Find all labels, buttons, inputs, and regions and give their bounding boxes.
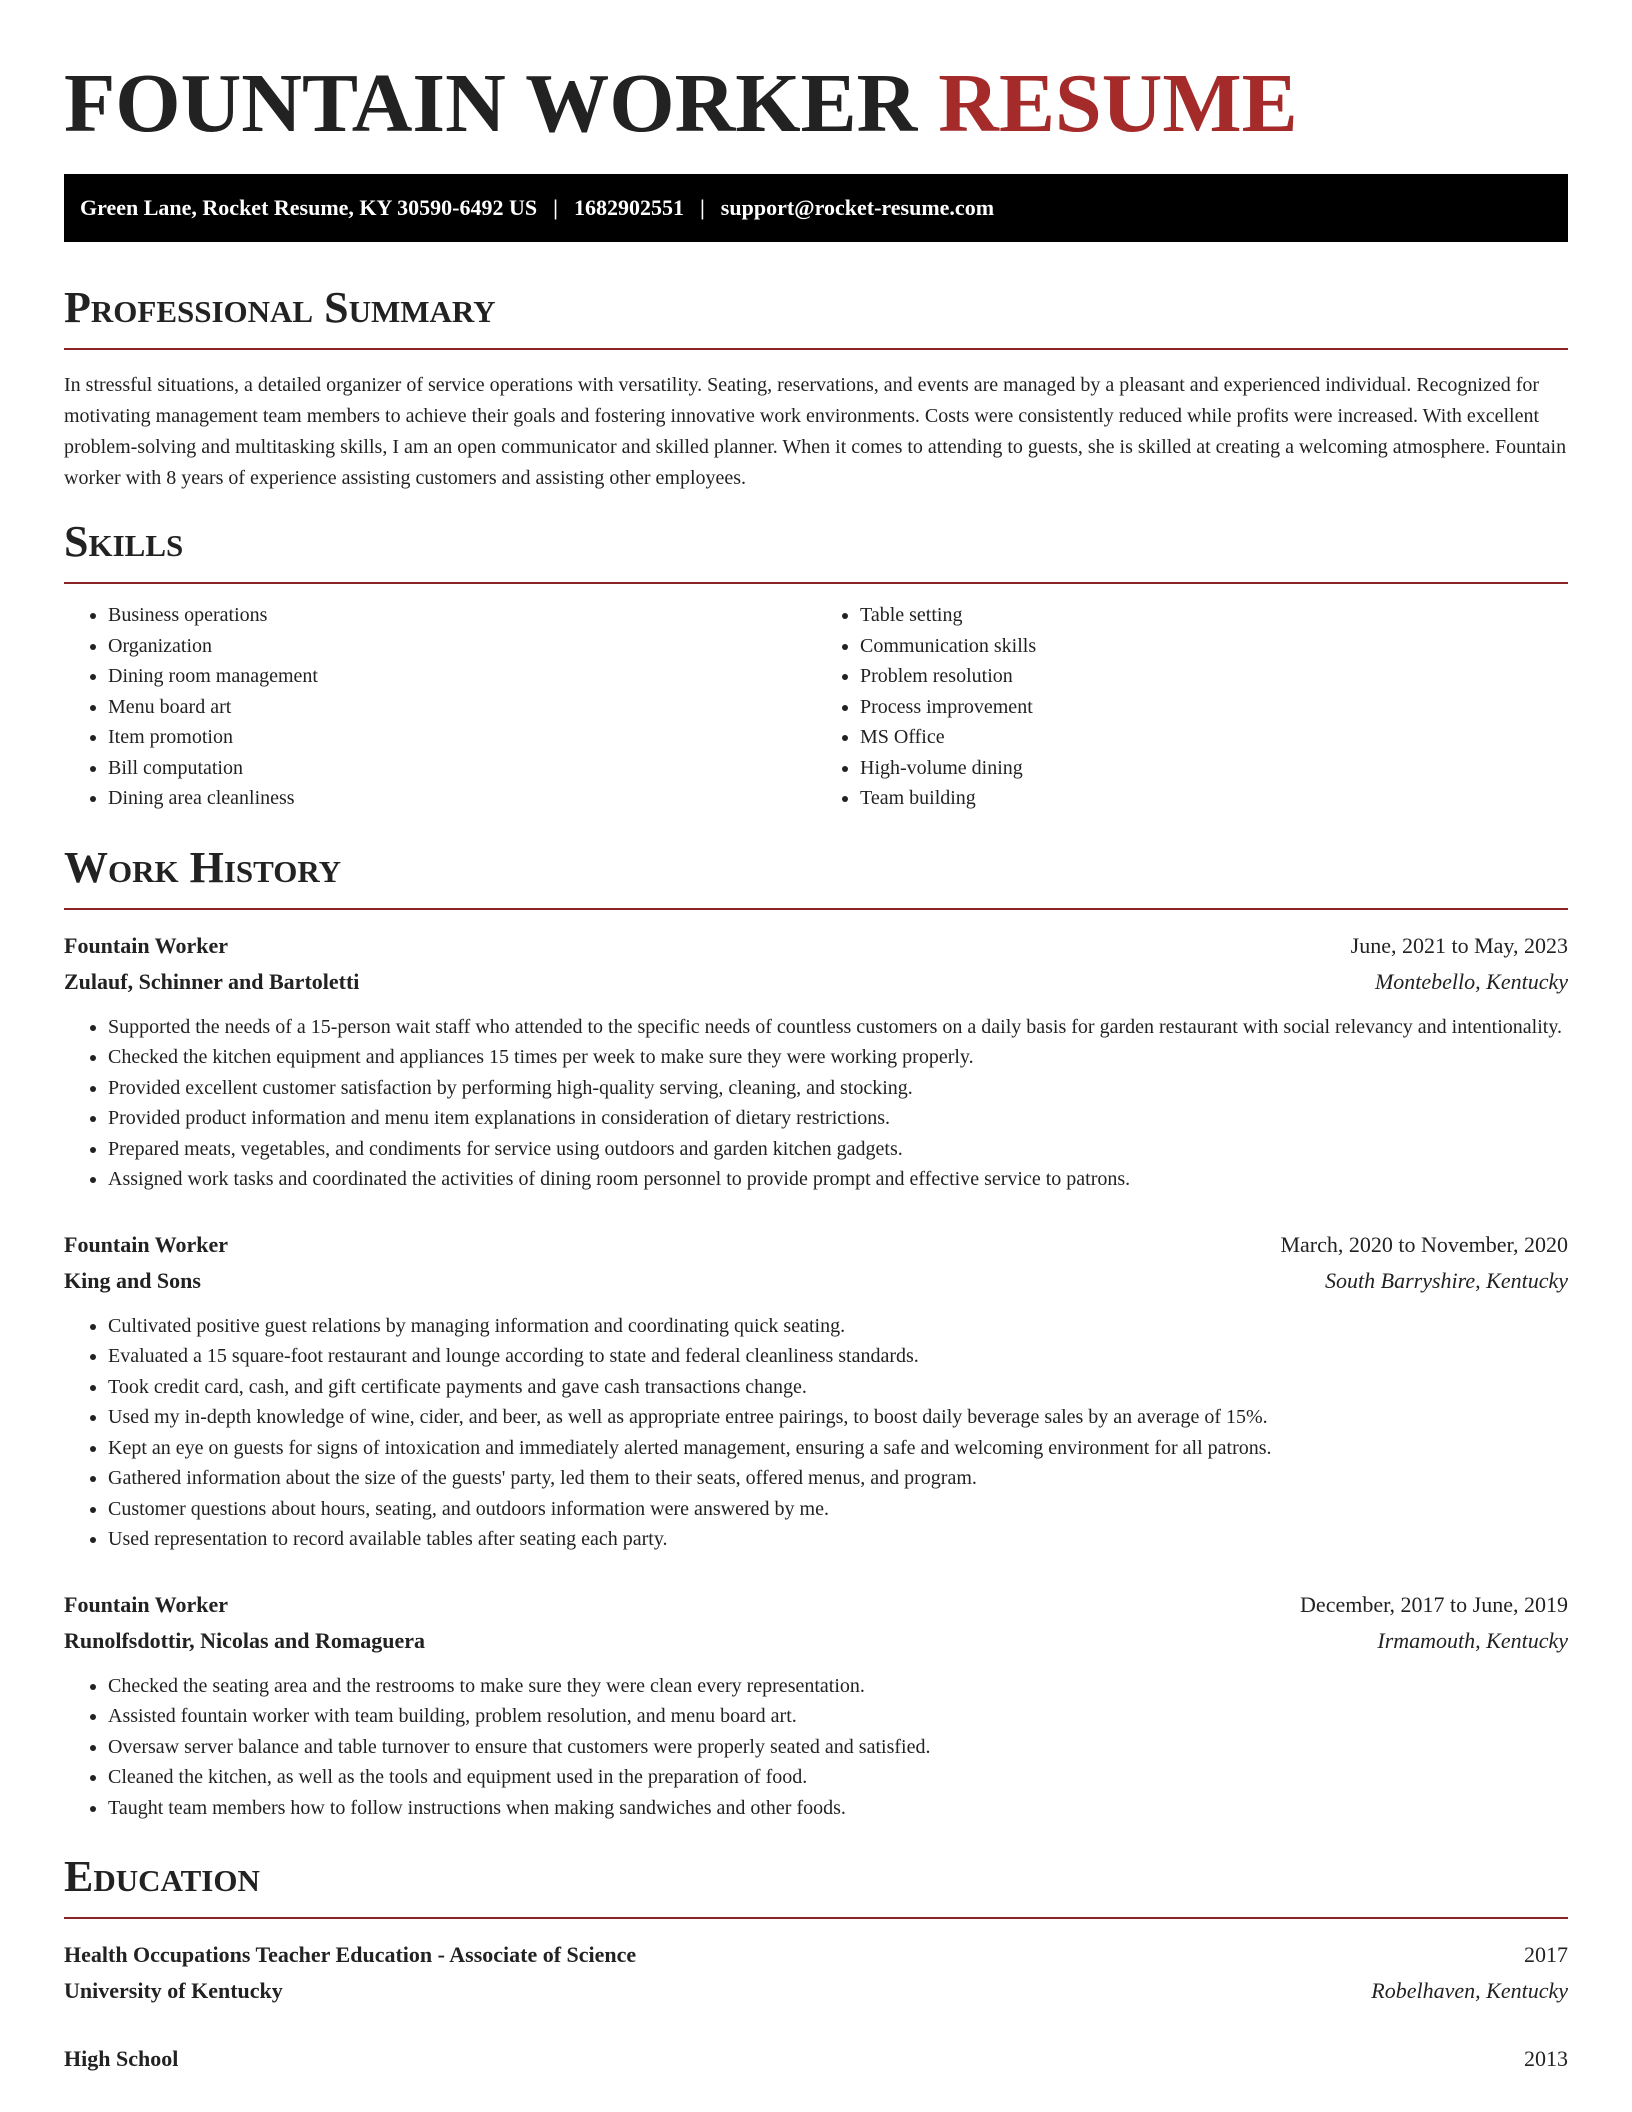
education-section <box>64 1851 1568 2077</box>
job-dates: December, 2017 to June, 2019 <box>1300 1591 1568 1617</box>
job-entry <box>64 1227 1568 1555</box>
education-location: Robelhaven, Kentucky <box>1371 1978 1568 2003</box>
job-subheader <box>64 1263 1568 1299</box>
work-history-section <box>64 842 1568 1824</box>
skills-list <box>64 600 1568 814</box>
skill-item: • High-volume dining <box>860 753 1568 784</box>
contact-address: Green Lane, Rocket Resume, KY 30590-6492 US <box>80 195 538 220</box>
summary-section <box>64 282 1568 494</box>
job-title: Fountain Worker <box>64 1231 229 1257</box>
education-entry <box>64 2041 1568 2077</box>
section-divider <box>64 348 1568 350</box>
skills-section <box>64 516 1568 814</box>
job-bullet: • Assisted fountain worker with team building, problem resolution, and menu board art. <box>108 1701 1568 1732</box>
contact-separator: | <box>699 195 705 220</box>
skill-item: • Communication skills <box>860 631 1568 662</box>
job-bullet: • Supported the needs of a 15-person wait staff who attended to the specific needs of countless customers on a daily basis for garden restaurant with social relevancy and intentionality. <box>108 1012 1568 1043</box>
job-subheader <box>64 1623 1568 1659</box>
section-heading: Education <box>64 1852 260 1901</box>
job-bullets <box>64 1671 1568 1824</box>
job-bullet: • Oversaw server balance and table turnover to ensure that customers were properly seated and satisfied. <box>108 1732 1568 1763</box>
skill-item: • Menu board art <box>108 692 816 723</box>
job-location: Montebello, Kentucky <box>1374 968 1568 994</box>
section-divider <box>64 582 1568 584</box>
job-header <box>64 928 1568 964</box>
skill-item: • Team building <box>860 783 1568 814</box>
job-bullet: • Evaluated a 15 square-foot restaurant and lounge according to state and federal cleanliness standards. <box>108 1341 1568 1372</box>
skill-item: • Table setting <box>860 600 1568 631</box>
education-subheader <box>64 1973 1568 2009</box>
job-header <box>64 1587 1568 1623</box>
contact-bar <box>64 174 1568 242</box>
education-header <box>64 1937 1568 1973</box>
job-bullet: • Prepared meats, vegetables, and condiments for service using outdoors and garden kitchen gadgets. <box>108 1134 1568 1165</box>
skills-column-right <box>816 600 1568 814</box>
job-bullet: • Took credit card, cash, and gift certificate payments and gave cash transactions change. <box>108 1372 1568 1403</box>
job-bullet: • Cultivated positive guest relations by managing information and coordinating quick seating. <box>108 1311 1568 1342</box>
job-bullet: • Checked the seating area and the restrooms to make sure they were clean every representation. <box>108 1671 1568 1702</box>
skill-item: • Bill computation <box>108 753 816 784</box>
job-bullets <box>64 1012 1568 1195</box>
skill-item: • MS Office <box>860 722 1568 753</box>
skill-item: • Business operations <box>108 600 816 631</box>
section-divider <box>64 908 1568 910</box>
contact-separator: | <box>553 195 558 220</box>
section-heading: Skills <box>64 517 184 566</box>
job-entry <box>64 928 1568 1195</box>
job-location: South Barryshire, Kentucky <box>1325 1267 1568 1293</box>
education-entry <box>64 1937 1568 2009</box>
job-bullet: • Cleaned the kitchen, as well as the tools and equipment used in the preparation of food. <box>108 1762 1568 1793</box>
job-bullet: • Used representation to record available tables after seating each party. <box>108 1524 1568 1555</box>
job-subheader <box>64 964 1568 1000</box>
job-company: King and Sons <box>64 1267 201 1293</box>
job-entry <box>64 1587 1568 1824</box>
job-header <box>64 1227 1568 1263</box>
job-bullet: • Provided excellent customer satisfaction by performing high-quality serving, cleaning, and stocking. <box>108 1073 1568 1104</box>
education-school: University of Kentucky <box>64 1978 283 2003</box>
education-degree: Health Occupations Teacher Education - Associate of Science <box>64 1942 637 1967</box>
summary-text: In stressful situations, a detailed organizer of service operations with versatility. Seating, reservations, and events are managed by a pleasant and experienced individual. Recognized for motivating management team members to achieve their goals and fostering innovative work environments. Costs were consistently reduced while profits were increased. With excellent problem-solving and multitasking skills, I am an open communicator and skilled planner. When it comes to attending to guests, she is skilled at creating a welcoming atmosphere. Fountain worker with 8 years of experience assisting customers and assisting other employees. <box>64 374 1567 489</box>
job-title: Fountain Worker <box>64 1591 229 1617</box>
section-divider <box>64 1917 1568 1919</box>
skill-item: • Dining room management <box>108 661 816 692</box>
contact-phone: 1682902551 <box>573 195 684 220</box>
title-main: FOUNTAIN WORKER <box>64 57 918 150</box>
job-bullet: • Customer questions about hours, seating, and outdoors information were answered by me. <box>108 1494 1568 1525</box>
job-bullet: • Taught team members how to follow instructions when making sandwiches and other foods. <box>108 1793 1568 1824</box>
skill-item: • Item promotion <box>108 722 816 753</box>
title-accent: RESUME <box>938 57 1298 150</box>
skill-item: • Process improvement <box>860 692 1568 723</box>
job-bullet: • Checked the kitchen equipment and appliances 15 times per week to make sure they were working properly. <box>108 1042 1568 1073</box>
skill-item: • Dining area cleanliness <box>108 783 816 814</box>
job-dates: June, 2021 to May, 2023 <box>1350 932 1568 958</box>
education-year: 2013 <box>1524 2046 1568 2071</box>
job-bullet: • Provided product information and menu item explanations in consideration of dietary restrictions. <box>108 1103 1568 1134</box>
education-header <box>64 2041 1568 2077</box>
job-dates: March, 2020 to November, 2020 <box>1280 1231 1568 1257</box>
job-location: Irmamouth, Kentucky <box>1377 1627 1568 1653</box>
education-degree: High School <box>64 2046 179 2071</box>
skill-item: • Organization <box>108 631 816 662</box>
job-bullets <box>64 1311 1568 1555</box>
job-company: Runolfsdottir, Nicolas and Romaguera <box>64 1627 425 1653</box>
skills-column-left <box>64 600 816 814</box>
job-bullet: • Kept an eye on guests for signs of intoxication and immediately alerted management, ensuring a safe and welcoming environment for all patrons. <box>108 1433 1568 1464</box>
education-year: 2017 <box>1524 1942 1568 1967</box>
job-bullet: • Assigned work tasks and coordinated the activities of dining room personnel to provide prompt and effective service to patrons. <box>108 1164 1568 1195</box>
job-company: Zulauf, Schinner and Bartoletti <box>64 968 360 994</box>
job-bullet: • Used my in-depth knowledge of wine, cider, and beer, as well as appropriate entree pairings, to boost daily beverage sales by an average of 15%. <box>108 1402 1568 1433</box>
job-title: Fountain Worker <box>64 932 229 958</box>
section-heading: Work History <box>64 842 342 892</box>
skill-item: • Problem resolution <box>860 661 1568 692</box>
job-bullet: • Gathered information about the size of the guests' party, led them to their seats, offered menus, and program. <box>108 1463 1568 1494</box>
contact-email: support@rocket-resume.com <box>720 195 995 220</box>
page-title <box>64 0 1568 150</box>
section-heading: Professional Summary <box>64 283 496 332</box>
